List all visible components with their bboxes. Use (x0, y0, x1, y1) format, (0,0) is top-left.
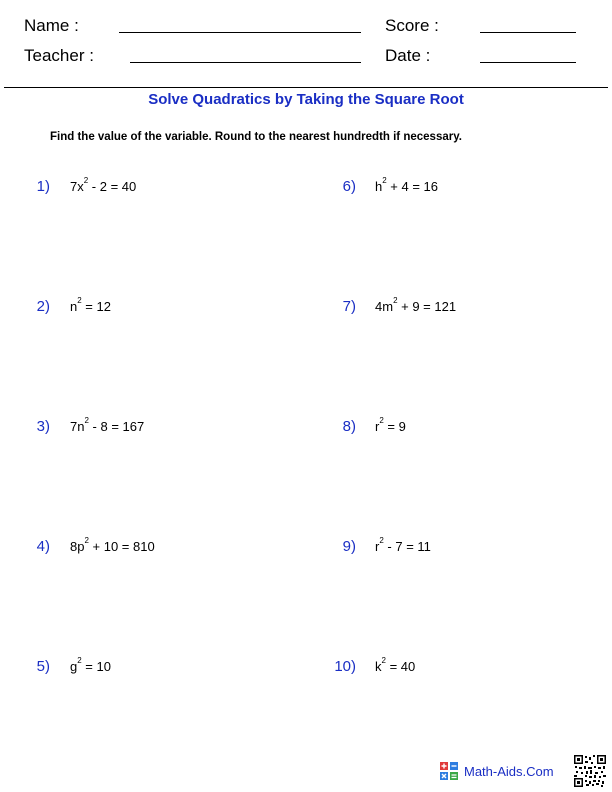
problem-equation (70, 416, 145, 434)
problem-number: 9) (342, 538, 356, 555)
equation-rest: - 2 = 40 (88, 179, 137, 194)
problem-number: 10) (334, 658, 356, 675)
problem-number: 1) (36, 178, 50, 195)
equation-rest: + 9 = 121 (397, 299, 457, 314)
header-divider (4, 87, 608, 88)
equation-rest: + 4 = 16 (386, 179, 439, 194)
equation-term: g (70, 659, 78, 674)
equation-rest: = 9 (383, 419, 406, 434)
equation-term: r (375, 419, 380, 434)
equation-exponent: 2 (379, 416, 384, 425)
problem-number: 2) (36, 298, 50, 315)
equation-exponent: 2 (77, 296, 82, 305)
name-field-line[interactable] (119, 32, 361, 33)
equation-exponent: 2 (77, 656, 82, 665)
problem-equation (375, 176, 439, 194)
problem-equation (70, 536, 155, 554)
date-label: Date : (385, 46, 431, 65)
equation-exponent: 2 (382, 176, 387, 185)
equation-term: k (375, 659, 382, 674)
score-field-line[interactable] (480, 32, 576, 33)
equation-rest: = 10 (81, 659, 111, 674)
equation-term: 8p (70, 539, 85, 554)
date-field-line[interactable] (480, 62, 576, 63)
equation-term: h (375, 179, 383, 194)
problem-equation (70, 656, 111, 674)
equation-exponent: 2 (393, 296, 398, 305)
teacher-field-line[interactable] (130, 62, 361, 63)
problem-number: 8) (342, 418, 356, 435)
equation-term: n (70, 299, 78, 314)
equation-term: 7n (70, 419, 85, 434)
worksheet-title: Solve Quadratics by Taking the Square Root (148, 91, 464, 108)
calculator-icon (440, 762, 458, 780)
equation-exponent: 2 (381, 656, 386, 665)
teacher-label: Teacher : (24, 46, 94, 65)
brand-text: Math-Aids.Com (464, 763, 554, 779)
equation-rest: = 12 (81, 299, 111, 314)
problem-number: 5) (36, 658, 50, 675)
problem-equation (70, 296, 111, 314)
equation-rest: - 7 = 11 (383, 539, 431, 554)
equation-rest: - 8 = 167 (88, 419, 145, 434)
problem-number: 6) (342, 178, 356, 195)
equation-term: 7x (70, 179, 84, 194)
equation-exponent: 2 (379, 536, 384, 545)
brand-logo[interactable] (440, 761, 554, 781)
instructions: Find the value of the variable. Round to the nearest hundredth if necessary. (50, 131, 462, 143)
qr-code-icon (574, 755, 606, 787)
problem-number: 4) (36, 538, 50, 555)
equation-rest: + 10 = 810 (88, 539, 155, 554)
equation-rest: = 40 (385, 659, 416, 674)
name-label: Name : (24, 16, 79, 35)
problem-equation (375, 536, 431, 554)
problem-equation (375, 296, 457, 314)
problem-equation (375, 656, 416, 674)
equation-exponent: 2 (84, 536, 89, 545)
problem-equation (70, 176, 137, 194)
equation-term: r (375, 539, 380, 554)
problem-equation (375, 416, 406, 434)
problem-number: 7) (342, 298, 356, 315)
equation-term: 4m (375, 299, 394, 314)
equation-exponent: 2 (84, 416, 89, 425)
problem-number: 3) (36, 418, 50, 435)
score-label: Score : (385, 16, 439, 35)
equation-exponent: 2 (83, 176, 89, 185)
